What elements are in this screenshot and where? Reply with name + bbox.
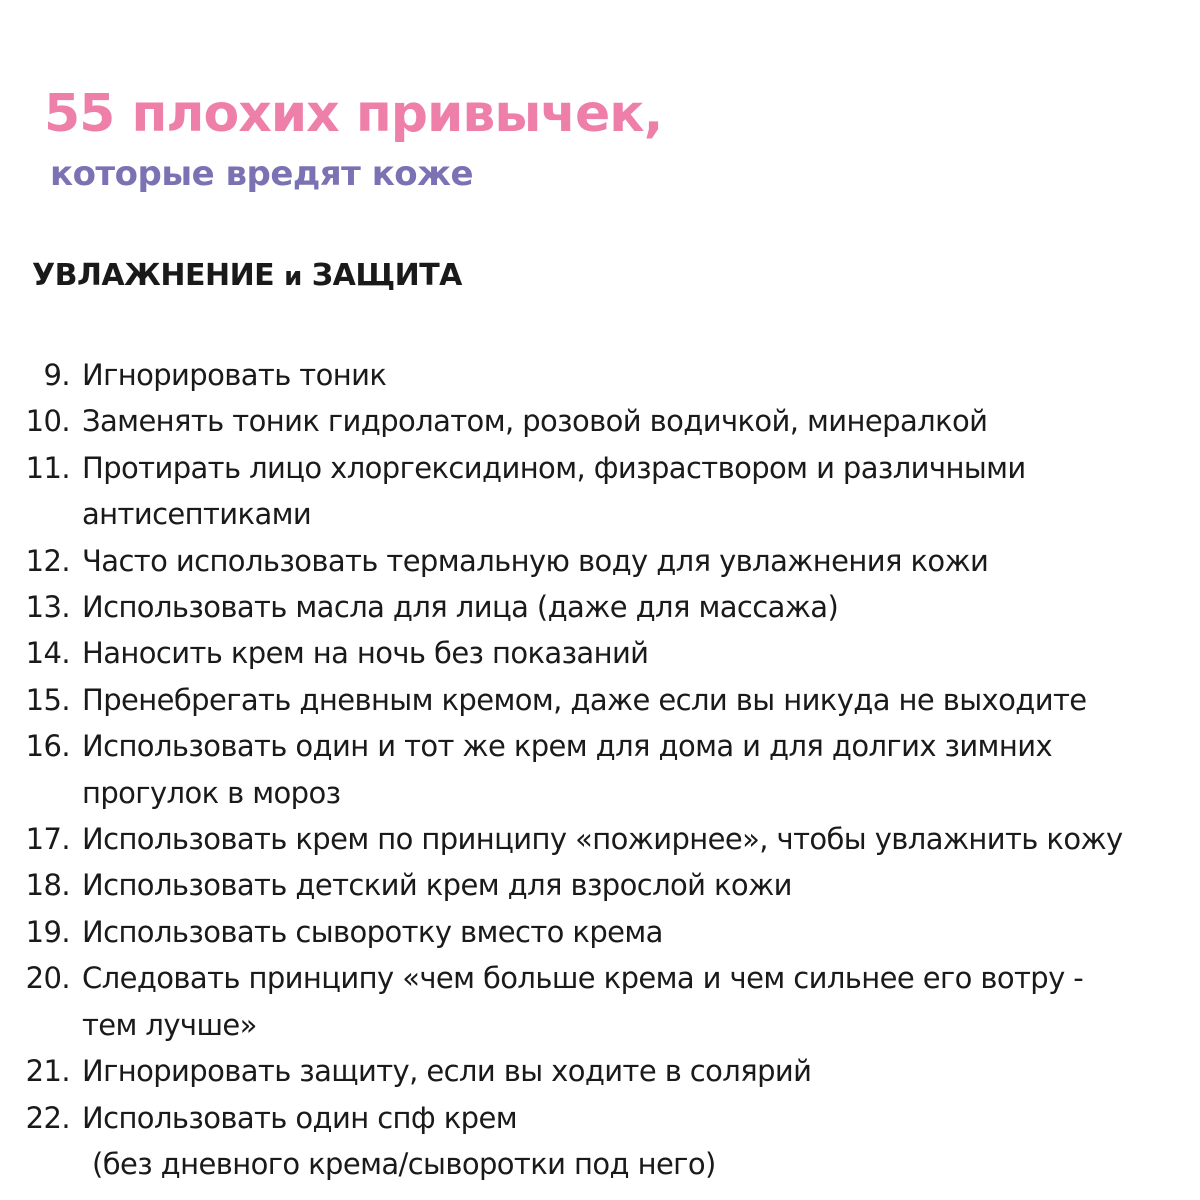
item-number: 22.: [25, 1100, 70, 1135]
item-number: 21.: [25, 1054, 70, 1089]
list-item: [0, 630, 1200, 676]
item-text: Игнорировать защиту, если вы ходите в солярий: [82, 1054, 812, 1089]
item-number: 9.: [43, 358, 70, 392]
item-number: 12.: [25, 543, 70, 578]
item-number: 20.: [25, 961, 70, 996]
item-number: 13.: [25, 590, 70, 625]
page-title: 55 плохих привычек,: [44, 84, 663, 144]
item-text: Использовать крем по принципу «пожирнее», чтобы увлажнить кожу: [82, 822, 1123, 857]
item-number: 11.: [25, 450, 70, 485]
list-item: [0, 398, 1200, 444]
list-item: [0, 445, 1200, 491]
item-text: Протирать лицо хлоргексидином, физраствором и различными: [82, 450, 1026, 485]
item-text: Игнорировать тоник: [82, 358, 387, 392]
item-text: Наносить крем на ночь без показаний: [82, 636, 649, 671]
item-text: Использовать детский крем для взрослой кожи: [82, 868, 792, 903]
item-number: 18.: [25, 868, 70, 903]
item-text: Использовать масла для лица (даже для массажа): [82, 590, 839, 625]
item-text: Пренебрегать дневным кремом, даже если вы никуда не выходите: [82, 682, 1087, 717]
item-number: 14.: [25, 636, 70, 671]
item-text: Использовать один и тот же крем для дома и для долгих зимних: [82, 729, 1053, 764]
list-item: [0, 538, 1200, 584]
list-item: [0, 584, 1200, 630]
list-item: [0, 816, 1200, 862]
section-heading-part2: и: [284, 262, 302, 292]
list-item: [0, 723, 1200, 769]
section-heading-part1: УВЛАЖНЕНИЕ: [32, 258, 275, 293]
list-item: [0, 1095, 1200, 1141]
item-number: 19.: [25, 914, 70, 949]
list-item-continuation: прогулок в мороз: [82, 775, 341, 810]
item-number: 10.: [25, 404, 70, 439]
list-item: [0, 1048, 1200, 1094]
section-heading-part3: ЗАЩИТА: [311, 258, 462, 293]
section-heading: [32, 258, 462, 293]
habit-list: [0, 352, 1200, 1187]
list-item: [0, 909, 1200, 955]
list-item: [0, 955, 1200, 1001]
list-item-continuation: (без дневного крема/сыворотки под него): [92, 1146, 716, 1181]
page-subtitle: которые вредят коже: [50, 154, 474, 194]
item-text: Использовать один спф крем: [82, 1100, 517, 1135]
item-text: Следовать принципу «чем больше крема и чем сильнее его вотру -: [82, 961, 1084, 996]
list-item: [0, 352, 1200, 398]
list-item: [0, 677, 1200, 723]
list-item-continuation: тем лучше»: [82, 1007, 257, 1042]
list-item-continuation: антисептиками: [82, 497, 312, 532]
item-text: Заменять тоник гидролатом, розовой водичкой, минералкой: [82, 404, 988, 439]
list-item: [0, 862, 1200, 908]
item-text: Часто использовать термальную воду для увлажнения кожи: [82, 543, 989, 578]
item-number: 17.: [25, 822, 70, 857]
item-text: Использовать сыворотку вместо крема: [82, 914, 663, 949]
item-number: 16.: [25, 729, 70, 764]
item-number: 15.: [25, 682, 70, 717]
